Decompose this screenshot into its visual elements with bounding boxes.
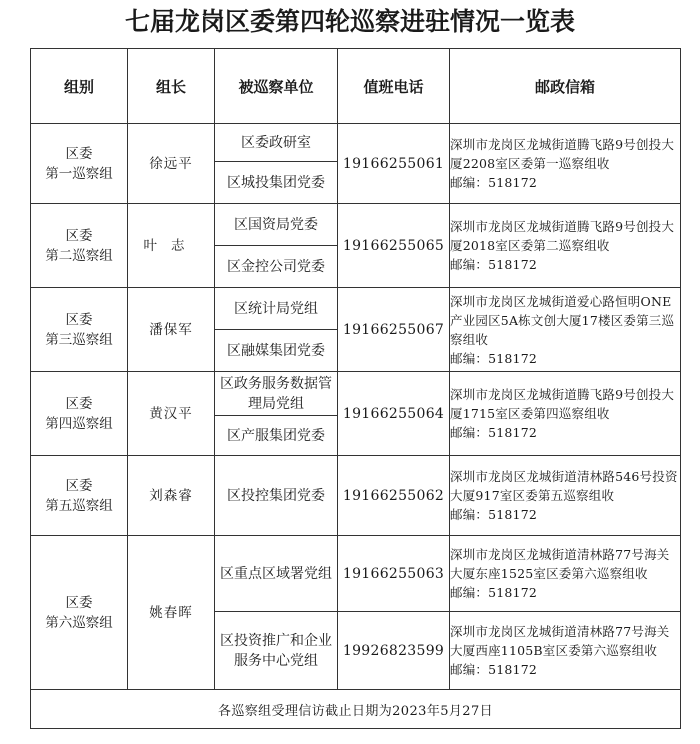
- group-cell: 区委 第三巡察组: [31, 288, 128, 372]
- table-row: [31, 536, 681, 612]
- header-group: 组别: [31, 49, 128, 124]
- leader-cell: 徐远平: [128, 124, 215, 204]
- table-row: [31, 204, 681, 246]
- group-cell: 区委 第二巡察组: [31, 204, 128, 288]
- unit-cell: 区统计局党组: [215, 288, 338, 330]
- header-mailbox: 邮政信箱: [450, 49, 681, 124]
- unit-cell: 区投控集团党委: [215, 456, 338, 536]
- header-unit: 被巡察单位: [215, 49, 338, 124]
- phone-cell: 19166255063: [338, 536, 450, 612]
- table-row: [31, 372, 681, 416]
- mailbox-cell: 深圳市龙岗区龙城街道清林路546号投资大厦917室区委第五巡察组收 邮编：518172: [450, 456, 681, 536]
- leader-cell: 黄汉平: [128, 372, 215, 456]
- unit-cell: 区政务服务数据管理局党组: [215, 372, 338, 416]
- table-footer-row: [31, 690, 681, 729]
- phone-cell: 19166255062: [338, 456, 450, 536]
- leader-cell: 潘保军: [128, 288, 215, 372]
- unit-cell: 区城投集团党委: [215, 162, 338, 204]
- header-leader: 组长: [128, 49, 215, 124]
- mailbox-cell: 深圳市龙岗区龙城街道清林路77号海关大厦西座1105B室区委第六巡察组收 邮编：518172: [450, 612, 681, 690]
- table-row: [31, 124, 681, 162]
- leader-cell: 姚春晖: [128, 536, 215, 690]
- group-cell: 区委 第五巡察组: [31, 456, 128, 536]
- unit-cell: 区重点区域署党组: [215, 536, 338, 612]
- footer-note: 各巡察组受理信访截止日期为2023年5月27日: [31, 690, 681, 729]
- inspection-table: [30, 48, 681, 729]
- table-header-row: [31, 49, 681, 124]
- unit-cell: 区金控公司党委: [215, 246, 338, 288]
- unit-cell: 区产服集团党委: [215, 416, 338, 456]
- unit-cell: 区委政研室: [215, 124, 338, 162]
- phone-cell: 19166255065: [338, 204, 450, 288]
- mailbox-cell: 深圳市龙岗区龙城街道清林路77号海关大厦东座1525室区委第六巡察组收 邮编：518172: [450, 536, 681, 612]
- phone-cell: 19166255067: [338, 288, 450, 372]
- page-title: 七届龙岗区委第四轮巡察进驻情况一览表: [124, 7, 575, 36]
- group-cell: 区委 第六巡察组: [31, 536, 128, 690]
- phone-cell: 19166255061: [338, 124, 450, 204]
- mailbox-cell: 深圳市龙岗区龙城街道腾飞路9号创投大厦1715室区委第四巡察组收 邮编：518172: [450, 372, 681, 456]
- table-row: [31, 288, 681, 330]
- leader-cell: 叶志: [128, 204, 215, 288]
- mailbox-cell: 深圳市龙岗区龙城街道腾飞路9号创投大厦2018室区委第二巡察组收 邮编：518172: [450, 204, 681, 288]
- unit-cell: 区投资推广和企业服务中心党组: [215, 612, 338, 690]
- unit-cell: 区国资局党委: [215, 204, 338, 246]
- leader-cell: 刘森睿: [128, 456, 215, 536]
- phone-cell: 19166255064: [338, 372, 450, 456]
- header-phone: 值班电话: [338, 49, 450, 124]
- phone-cell: 19926823599: [338, 612, 450, 690]
- group-cell: 区委 第四巡察组: [31, 372, 128, 456]
- mailbox-cell: 深圳市龙岗区龙城街道腾飞路9号创投大厦2208室区委第一巡察组收 邮编：518172: [450, 124, 681, 204]
- mailbox-cell: 深圳市龙岗区龙城街道爱心路恒明ONE产业园区5A栋文创大厦17楼区委第三巡察组收 邮编：518172: [450, 288, 681, 372]
- unit-cell: 区融媒集团党委: [215, 330, 338, 372]
- table-row: [31, 456, 681, 536]
- group-cell: 区委 第一巡察组: [31, 124, 128, 204]
